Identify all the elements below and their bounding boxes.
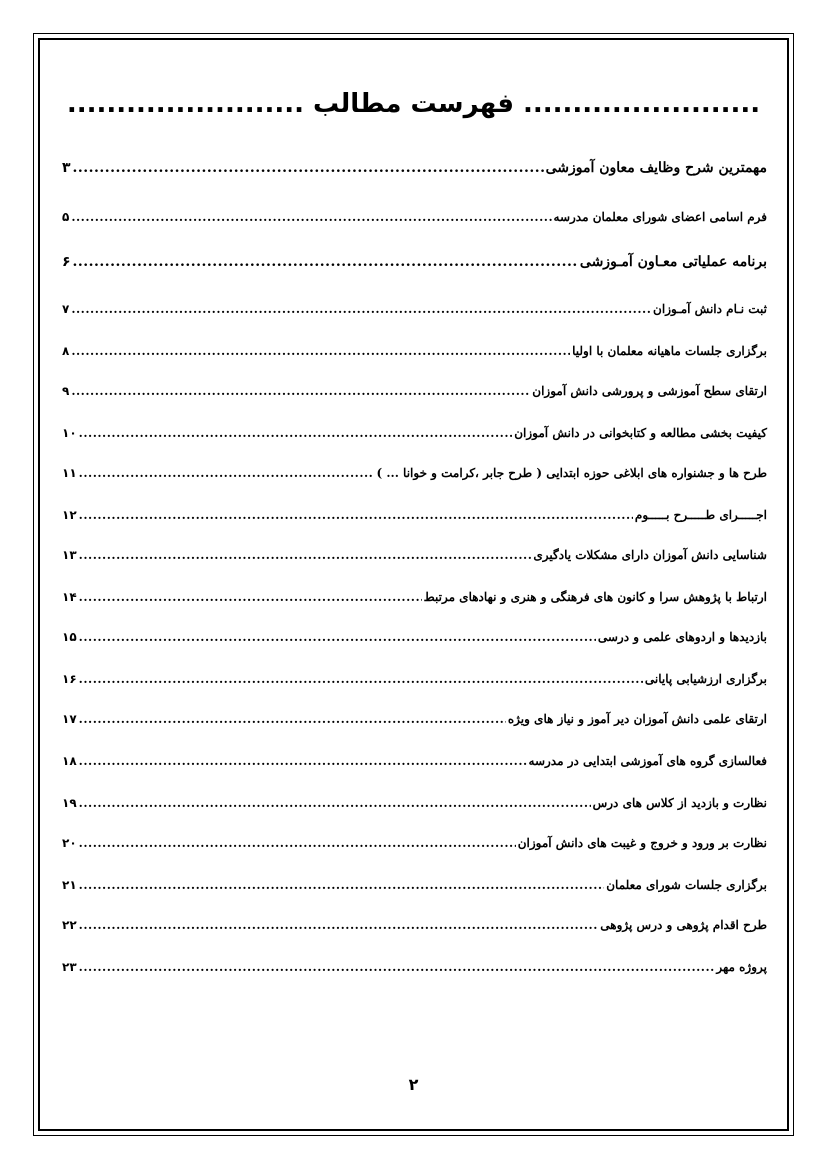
toc-dot-leader: [79, 630, 596, 644]
toc-entry: [62, 712, 767, 726]
toc-entry-label: ثبت نـام دانش آمـوزان: [653, 302, 767, 316]
toc-dot-leader: [71, 302, 651, 316]
toc-entry-page: ۱۰: [62, 426, 77, 440]
toc-entry: [62, 960, 767, 974]
toc-entry-label: ارتقای سطح آموزشی و پرورشی دانش آموزان: [532, 384, 767, 398]
toc-entry-page: ۵: [62, 210, 70, 224]
toc-dot-leader: [79, 590, 422, 604]
toc-entry-label: پروژه مهر: [716, 960, 767, 974]
toc-entry-page: ۱۳: [62, 548, 77, 562]
toc-dot-leader: [73, 160, 544, 176]
toc-dot-leader: [79, 836, 516, 850]
toc-entry: [62, 160, 767, 176]
toc-dot-leader: [79, 960, 715, 974]
toc-entry-label: ارتباط با پژوهش سرا و کانون های فرهنگی و هنری و نهادهای مرتبط: [423, 590, 767, 604]
toc-entry-page: ۱۴: [62, 590, 77, 604]
toc-dot-leader: [79, 508, 633, 522]
toc-dot-leader: [79, 796, 591, 810]
toc-entry: [62, 210, 767, 224]
toc-entry: [62, 254, 767, 270]
toc-entry-page: ۱۱: [62, 466, 77, 480]
toc-entry-label: طرح ها و جشنواره های ابلاغی حوزه ابتدایی ( طرح جابر ،کرامت و خوانا ... ): [376, 466, 767, 480]
toc-entry: [62, 836, 767, 850]
toc-title: ........................ فهرست مطالب ........................: [66, 89, 761, 119]
toc-dot-leader: [71, 210, 551, 224]
toc-entry-page: ۸: [62, 344, 70, 358]
toc-entry-label: مهمترین شرح وظایف معاون آموزشی: [545, 160, 767, 176]
toc-entry-label: بازدیدها و اردوهای علمی و درسی: [597, 630, 767, 644]
toc-entry: [62, 548, 767, 562]
toc-entry-page: ۶: [62, 254, 71, 270]
toc-entry-page: ۱۲: [62, 508, 77, 522]
toc-entry-label: فرم اسامی اعضای شورای معلمان مدرسه: [553, 210, 767, 224]
toc-entry-page: ۲۱: [62, 878, 77, 892]
toc-entry-label: شناسایی دانش آموزان دارای مشکلات یادگیری: [533, 548, 767, 562]
toc-entry-page: ۳: [62, 160, 71, 176]
toc-entry-page: ۱۸: [62, 754, 77, 768]
toc-entry: [62, 426, 767, 440]
toc-entry-label: نظارت بر ورود و خروج و غیبت های دانش آموزان: [517, 836, 767, 850]
toc-entry-page: ۲۲: [62, 918, 77, 932]
toc-dot-leader: [71, 384, 530, 398]
toc-entry: [62, 796, 767, 810]
toc-entry-label: ارتقای علمی دانش آموزان دیر آموز و نیاز های ویژه: [507, 712, 767, 726]
toc-entry: [62, 754, 767, 768]
toc-dot-leader: [79, 672, 643, 686]
toc-dot-leader: [79, 878, 605, 892]
toc-entry: [62, 672, 767, 686]
toc-entry: [62, 878, 767, 892]
toc-dot-leader: [79, 548, 532, 562]
toc-entry-page: ۱۹: [62, 796, 77, 810]
toc-entry: [62, 590, 767, 604]
toc-entry-page: ۲۳: [62, 960, 77, 974]
toc-entry: [62, 384, 767, 398]
toc-entry-page: ۱۷: [62, 712, 77, 726]
toc-entry-label: کیفیت بخشی مطالعه و کتابخوانی در دانش آموزان: [514, 426, 767, 440]
toc-entry: [62, 344, 767, 358]
toc-dot-leader: [73, 254, 578, 270]
toc-entry-page: ۱۵: [62, 630, 77, 644]
toc-entry-page: ۷: [62, 302, 70, 316]
toc-entry-page: ۹: [62, 384, 70, 398]
toc-entry: [62, 466, 767, 480]
toc-entry: [62, 508, 767, 522]
toc-dot-leader: [79, 754, 527, 768]
toc-entry-page: ۲۰: [62, 836, 77, 850]
toc-entry-label: برگزاری جلسات شورای معلمان: [606, 878, 767, 892]
toc-dot-leader: [79, 466, 375, 480]
toc-dot-leader: [79, 918, 599, 932]
toc-entry: [62, 918, 767, 932]
toc-dot-leader: [79, 426, 513, 440]
toc-entry-label: طرح اقدام پژوهی و درس پژوهی: [600, 918, 767, 932]
toc-entry-label: برگزاری جلسات ماهیانه معلمان با اولیا: [572, 344, 767, 358]
toc-entry-label: برگزاری ارزشیابی پایانی: [644, 672, 767, 686]
toc-dot-leader: [71, 344, 570, 358]
page-number: ۲: [408, 1075, 419, 1094]
toc-entry: [62, 302, 767, 316]
toc-entry-label: نظارت و بازدید از کلاس های درس: [592, 796, 767, 810]
toc-entry-label: اجـــــرای طـــــرح بـــــوم: [634, 508, 767, 522]
toc-entry: [62, 630, 767, 644]
toc-entry-label: برنامه عملیاتی معـاون آمـوزشی: [579, 254, 767, 270]
toc-dot-leader: [79, 712, 506, 726]
toc-entry-page: ۱۶: [62, 672, 77, 686]
toc-entry-label: فعالسازی گروه های آموزشی ابتدایی در مدرسه: [528, 754, 767, 768]
